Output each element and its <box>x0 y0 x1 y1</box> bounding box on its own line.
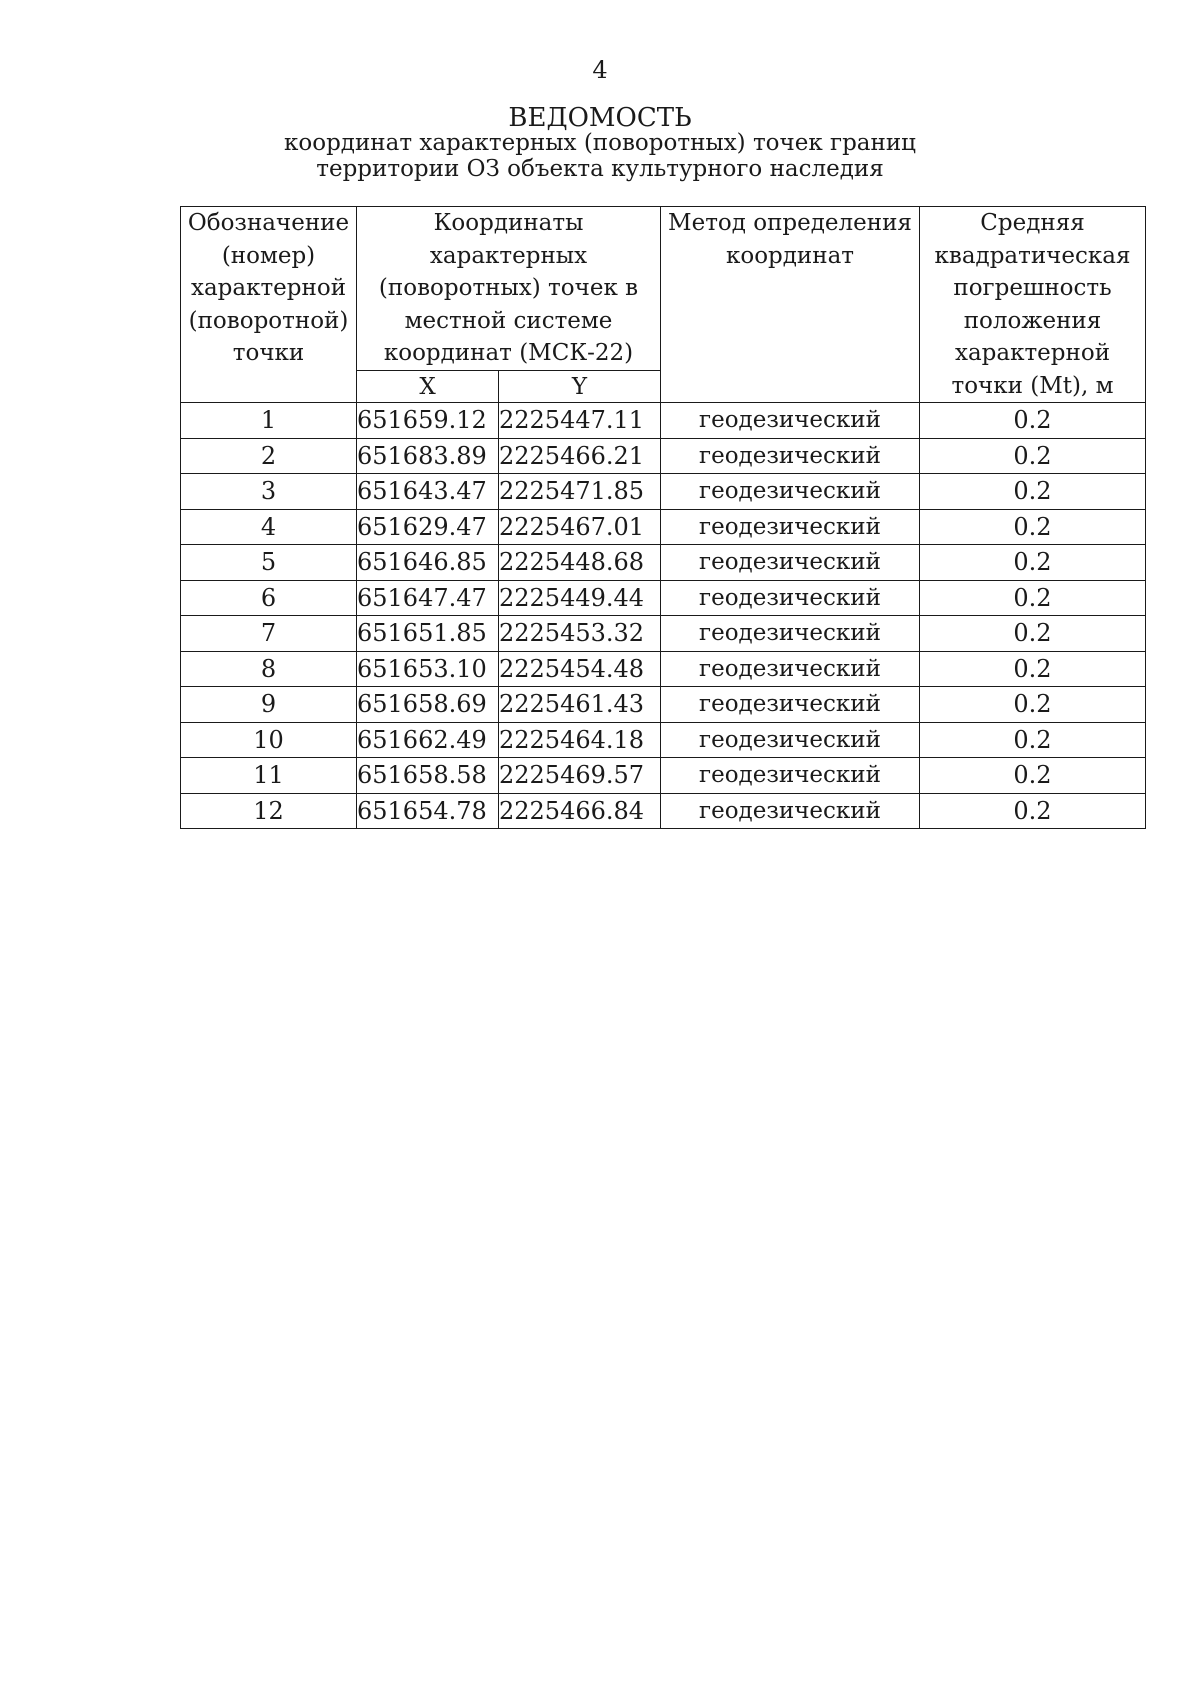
x-coordinate: 651658.69 <box>357 687 499 723</box>
point-number: 10 <box>181 722 357 758</box>
header-method: Метод определения координат <box>661 207 920 403</box>
method-cell: геодезический <box>661 509 920 545</box>
table-row <box>181 403 1146 439</box>
error-cell: 0.2 <box>920 722 1146 758</box>
page-number: 4 <box>592 56 608 84</box>
error-cell: 0.2 <box>920 438 1146 474</box>
table-row <box>181 438 1146 474</box>
method-cell: геодезический <box>661 474 920 510</box>
header-y: Y <box>499 371 661 403</box>
subtitle-line: координат характерных (поворотных) точек границ <box>284 130 916 156</box>
y-coordinate: 2225448.68 <box>499 545 661 581</box>
x-coordinate: 651647.47 <box>357 580 499 616</box>
point-number: 1 <box>181 403 357 439</box>
method-cell: геодезический <box>661 438 920 474</box>
error-cell: 0.2 <box>920 793 1146 829</box>
point-number: 8 <box>181 651 357 687</box>
error-cell: 0.2 <box>920 580 1146 616</box>
error-cell: 0.2 <box>920 758 1146 794</box>
point-number: 2 <box>181 438 357 474</box>
error-cell: 0.2 <box>920 509 1146 545</box>
y-coordinate: 2225467.01 <box>499 509 661 545</box>
table-row <box>181 651 1146 687</box>
y-coordinate: 2225466.21 <box>499 438 661 474</box>
x-coordinate: 651683.89 <box>357 438 499 474</box>
method-cell: геодезический <box>661 545 920 581</box>
table-row <box>181 616 1146 652</box>
x-coordinate: 651653.10 <box>357 651 499 687</box>
table-row <box>181 758 1146 794</box>
x-coordinate: 651643.47 <box>357 474 499 510</box>
y-coordinate: 2225471.85 <box>499 474 661 510</box>
table-row <box>181 687 1146 723</box>
x-coordinate: 651654.78 <box>357 793 499 829</box>
method-cell: геодезический <box>661 616 920 652</box>
point-number: 11 <box>181 758 357 794</box>
document-subtitle <box>0 130 1200 182</box>
document-title: ВЕДОМОСТЬ <box>508 103 692 133</box>
point-number: 3 <box>181 474 357 510</box>
point-number: 7 <box>181 616 357 652</box>
error-cell: 0.2 <box>920 687 1146 723</box>
header-coordinates: Координаты характерных (поворотных) точек в местной системе координат (МСК-22) <box>357 207 661 371</box>
method-cell: геодезический <box>661 793 920 829</box>
table-row <box>181 580 1146 616</box>
error-cell: 0.2 <box>920 474 1146 510</box>
y-coordinate: 2225449.44 <box>499 580 661 616</box>
header-point: Обозначение (номер) характерной (поворотной) точки <box>181 207 357 403</box>
x-coordinate: 651629.47 <box>357 509 499 545</box>
x-coordinate: 651658.58 <box>357 758 499 794</box>
method-cell: геодезический <box>661 403 920 439</box>
point-number: 5 <box>181 545 357 581</box>
method-cell: геодезический <box>661 758 920 794</box>
table-row <box>181 474 1146 510</box>
error-cell: 0.2 <box>920 651 1146 687</box>
subtitle-line: территории ОЗ объекта культурного наследия <box>316 156 884 182</box>
table-row <box>181 509 1146 545</box>
x-coordinate: 651659.12 <box>357 403 499 439</box>
point-number: 6 <box>181 580 357 616</box>
x-coordinate: 651646.85 <box>357 545 499 581</box>
header-error: Средняя квадратическая погрешность положения характерной точки (Mt), м <box>920 207 1146 403</box>
coordinates-table <box>180 206 1146 829</box>
y-coordinate: 2225469.57 <box>499 758 661 794</box>
method-cell: геодезический <box>661 651 920 687</box>
table-header-row <box>181 207 1146 371</box>
table-row <box>181 545 1146 581</box>
point-number: 12 <box>181 793 357 829</box>
header-x: X <box>357 371 499 403</box>
y-coordinate: 2225461.43 <box>499 687 661 723</box>
table-row <box>181 722 1146 758</box>
x-coordinate: 651662.49 <box>357 722 499 758</box>
error-cell: 0.2 <box>920 545 1146 581</box>
point-number: 4 <box>181 509 357 545</box>
method-cell: геодезический <box>661 722 920 758</box>
table-row <box>181 793 1146 829</box>
method-cell: геодезический <box>661 580 920 616</box>
point-number: 9 <box>181 687 357 723</box>
method-cell: геодезический <box>661 687 920 723</box>
x-coordinate: 651651.85 <box>357 616 499 652</box>
error-cell: 0.2 <box>920 616 1146 652</box>
y-coordinate: 2225454.48 <box>499 651 661 687</box>
y-coordinate: 2225453.32 <box>499 616 661 652</box>
y-coordinate: 2225447.11 <box>499 403 661 439</box>
y-coordinate: 2225466.84 <box>499 793 661 829</box>
y-coordinate: 2225464.18 <box>499 722 661 758</box>
error-cell: 0.2 <box>920 403 1146 439</box>
